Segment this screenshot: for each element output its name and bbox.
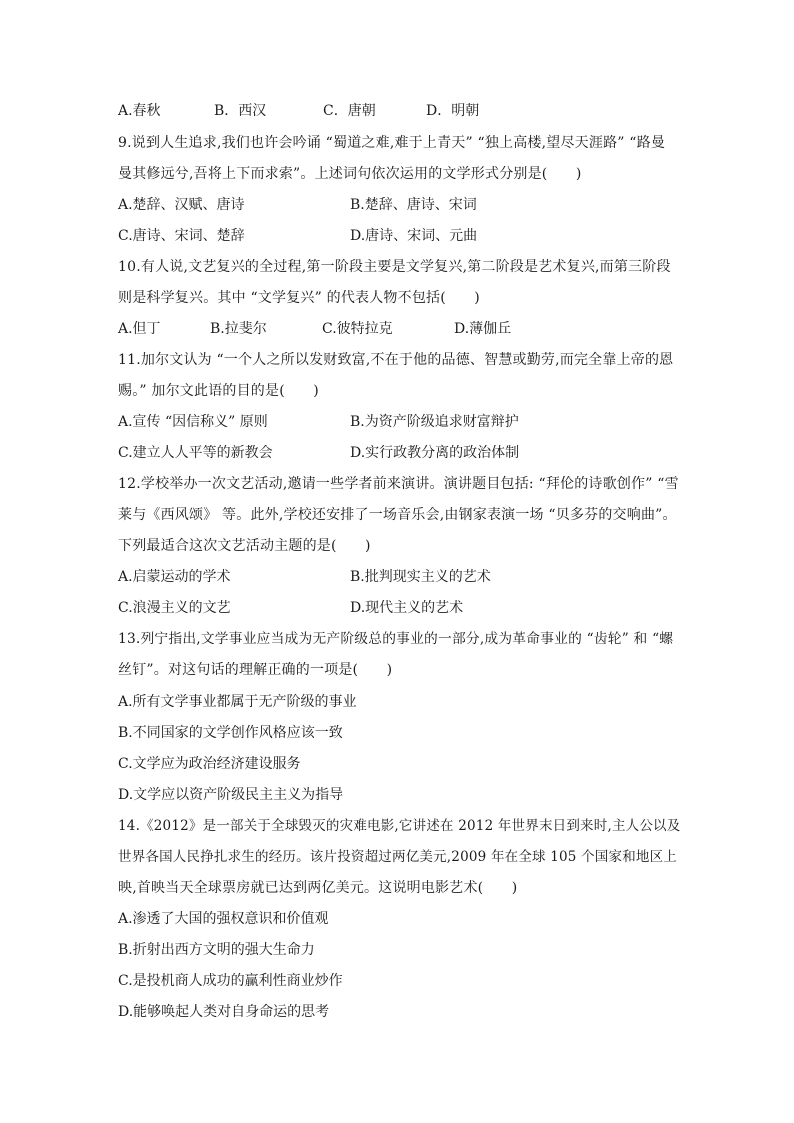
q13-stem-line-2: 丝钉”。对这句话的理解正确的一项是( )	[118, 662, 393, 678]
q10-stem-line-2: 则是科学复兴。其中 “文学复兴” 的代表人物不包括( )	[118, 290, 480, 306]
q14-stem-line-1: 14.《2012》是一部关于全球毁灭的灾难电影,它讲述在 2012 年世界末日到来时,主人公以及	[118, 818, 681, 834]
q14-stem-line-3: 映,首映当天全球票房就已达到两亿美元。这说明电影艺术( )	[118, 880, 518, 896]
q9-option-d: D.唐诗、宋词、元曲	[350, 228, 478, 244]
q11-option-b: B.为资产阶级追求财富辩护	[350, 414, 519, 430]
q8-option-d: D．明朝	[426, 103, 480, 119]
q9-stem-line-1: 9.说到人生追求,我们也许会吟诵 “蜀道之难,难于上青天” “独上高楼,望尽天涯路” “路曼	[118, 135, 666, 151]
q12-option-c: C.浪漫主义的文艺	[118, 600, 231, 616]
q11-option-c: C.建立人人平等的新教会	[118, 445, 273, 461]
q10-option-b: B.拉斐尔	[210, 321, 267, 337]
q14-option-c: C.是投机商人成功的赢利性商业炒作	[118, 973, 343, 989]
q12-stem-line-1: 12.学校举办一次文艺活动,邀请一些学者前来演讲。演讲题目包括: “拜伦的诗歌创作” “雪	[118, 476, 679, 492]
q11-stem-line-1: 11.加尔文认为 “一个人之所以发财致富,不在于他的品德、智慧或勤劳,而完全靠上帝的恩	[118, 352, 674, 368]
q11-option-a: A.宣传 “因信称义” 原则	[118, 414, 268, 430]
q14-option-b: B.折射出西方文明的强大生命力	[118, 942, 315, 958]
q12-stem-line-3: 下列最适合这次文艺活动主题的是( )	[118, 538, 371, 554]
q10-option-a: A.但丁	[118, 321, 161, 337]
q12-stem-line-2: 莱与《西风颂》 等。此外,学校还安排了一场音乐会,由钢家表演一场 “贝多芬的交响曲”。	[118, 507, 677, 523]
q11-stem-line-2: 赐。” 加尔文此语的目的是( )	[118, 383, 319, 399]
q8-option-a: A.春秋	[118, 103, 161, 119]
q9-stem-line-2: 曼其修远兮,吾将上下而求索”。上述词句依次运用的文学形式分别是( )	[118, 166, 582, 182]
q12-option-a: A.启蒙运动的学术	[118, 569, 231, 585]
q9-option-a: A.楚辞、汉赋、唐诗	[118, 197, 245, 213]
q14-option-d: D.能够唤起人类对自身命运的思考	[118, 1004, 330, 1020]
q14-stem-line-2: 世界各国人民挣扎求生的经历。该片投资超过两亿美元,2009 年在全球 105 个国家和地区上	[118, 849, 677, 865]
q13-option-c: C.文学应为政治经济建设服务	[118, 756, 301, 772]
q10-stem-line-1: 10.有人说,文艺复兴的全过程,第一阶段主要是文学复兴,第二阶段是艺术复兴,而第三阶段	[118, 259, 671, 275]
q8-option-b: B．西汉	[214, 103, 267, 119]
q14-option-a: A.渗透了大国的强权意识和价值观	[118, 911, 329, 927]
q8-option-c: C．唐朝	[323, 103, 376, 119]
q13-option-a: A.所有文学事业都属于无产阶级的事业	[118, 694, 357, 710]
q9-option-c: C.唐诗、宋词、楚辞	[118, 228, 245, 244]
q10-option-c: C.彼特拉克	[322, 321, 393, 337]
q11-option-d: D.实行政教分离的政治体制	[350, 445, 520, 461]
q10-option-d: D.薄伽丘	[454, 321, 512, 337]
q12-option-d: D.现代主义的艺术	[350, 600, 464, 616]
q13-stem-line-1: 13.列宁指出,文学事业应当成为无产阶级总的事业的一部分,成为革命事业的 “齿轮” 和 “螺	[118, 631, 674, 647]
q9-option-b: B.楚辞、唐诗、宋词	[350, 197, 477, 213]
q13-option-b: B.不同国家的文学创作风格应该一致	[118, 725, 343, 741]
q13-option-d: D.文学应以资产阶级民主主义为指导	[118, 787, 344, 803]
q12-option-b: B.批判现实主义的艺术	[350, 569, 491, 585]
